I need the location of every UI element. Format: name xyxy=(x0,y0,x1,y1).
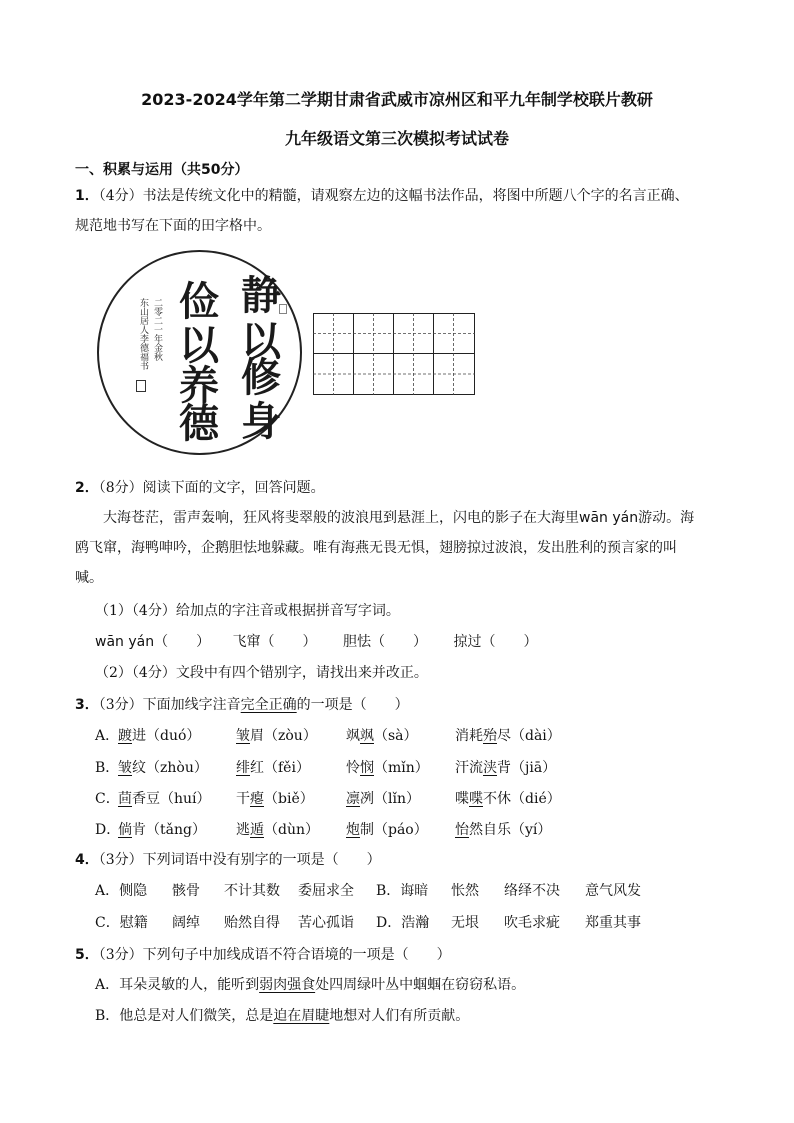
word-part: 怜 xyxy=(346,760,360,776)
passage-pinyin: wān yán xyxy=(579,510,639,526)
option-label[interactable]: A． xyxy=(95,728,120,744)
question-text: 阅读下面的文字，回答问题。 xyxy=(142,480,325,496)
calligraphy-char: 俭 xyxy=(179,278,219,325)
question-number: 2． xyxy=(75,480,99,496)
question-4-line xyxy=(75,850,381,870)
question-number: 3． xyxy=(75,697,99,713)
question-number: 1． xyxy=(75,188,99,204)
option-word: 怅然 xyxy=(451,883,479,899)
calligraphy-image xyxy=(97,250,302,455)
option-word: 不计其数 xyxy=(224,883,280,899)
question-text: 书法是传统文化中的精髓，请观察左边的这幅书法作品，将图中所题八个字的名言正确、 xyxy=(142,188,689,204)
word-underlined-char: 炮 xyxy=(346,822,360,838)
word-part: 红（fěi） xyxy=(250,760,310,776)
word-part: 干 xyxy=(236,791,250,807)
question-2-line xyxy=(75,478,325,498)
question-text: 的一项是（ ） xyxy=(296,697,409,713)
option-word xyxy=(118,789,211,809)
word-part: 尽（dài） xyxy=(497,728,561,744)
word-underlined-char: 瘪 xyxy=(250,791,264,807)
exam-title-line2: 九年级语文第三次模拟考试试卷 xyxy=(284,129,509,148)
word-part: 冽（lǐn） xyxy=(360,791,420,807)
word-underlined-char: 茴 xyxy=(118,791,132,807)
word-part: 消耗 xyxy=(455,728,483,744)
word-part: 飒 xyxy=(346,728,360,744)
section-heading: 一、积累与运用（共50分） xyxy=(75,162,249,178)
word-underlined-char: 殆 xyxy=(483,728,497,744)
option-word: 骸骨 xyxy=(172,883,200,899)
option-label-word[interactable]: C．慰籍 xyxy=(95,915,148,931)
word-underlined-char: 悯 xyxy=(360,760,374,776)
word-part: 背（jiā） xyxy=(497,760,557,776)
option-word: 无垠 xyxy=(451,915,479,931)
question-5-line xyxy=(75,945,451,965)
option-word: 贻然自得 xyxy=(224,915,280,931)
calligraphy-char: 静 xyxy=(241,272,281,319)
option-underlined: 迫在眉睫 xyxy=(273,1008,330,1024)
question-number: 4． xyxy=(75,852,99,868)
word-part: （mǐn） xyxy=(374,760,429,776)
word-part: （biě） xyxy=(264,791,314,807)
question-text: 下列词语中没有别字的一项是（ ） xyxy=(142,852,381,868)
option-word: 委屈求全 xyxy=(298,883,354,899)
option-label-word[interactable]: D．浩瀚 xyxy=(376,915,430,931)
word-part: 进（duó） xyxy=(132,728,201,744)
option-label-word[interactable]: B．诲暗 xyxy=(376,883,429,899)
option-word xyxy=(346,789,420,809)
calligraphy-char: 修 xyxy=(241,354,281,401)
question-text: 下面加线字注音 xyxy=(142,697,241,713)
word-part: 逃 xyxy=(236,822,250,838)
word-part: 肯（tǎng） xyxy=(132,822,206,838)
word-underlined-char: 倘 xyxy=(118,822,132,838)
sub-question-1: （1）（4分）给加点的字注音或根据拼音写字词。 xyxy=(95,603,400,619)
option-word xyxy=(118,820,206,840)
option-word xyxy=(346,820,428,840)
option-word xyxy=(236,758,310,778)
option-label[interactable]: C． xyxy=(95,791,120,807)
word-part: 然自乐（yí） xyxy=(469,822,552,838)
option-word xyxy=(455,758,556,778)
option-word xyxy=(236,820,319,840)
option-text: B．他总是对人们微笑，总是 xyxy=(95,1008,274,1024)
option-text: 处四周绿叶丛中蝈蝈在窃窃私语。 xyxy=(315,977,526,993)
option-word: 吹毛求疵 xyxy=(504,915,560,931)
question-score: （3分） xyxy=(98,697,143,713)
word-part: 汗流 xyxy=(455,760,483,776)
option-word: 络绎不决 xyxy=(504,883,560,899)
word-part: （dùn） xyxy=(264,822,319,838)
word-underlined-char: 喋 xyxy=(469,791,483,807)
word-part: 香豆（huí） xyxy=(132,791,211,807)
option-label-word[interactable]: A．侧隐 xyxy=(95,883,148,899)
calligraphy-inscription: 二零二一年金秋 xyxy=(152,298,162,361)
option-label[interactable]: B． xyxy=(95,760,120,776)
answer-blank[interactable]: （ ） xyxy=(154,634,211,650)
answer-blank[interactable]: 掠过（ ） xyxy=(453,634,538,650)
word-part: 纹（zhòu） xyxy=(132,760,208,776)
calligraphy-char: 以 xyxy=(179,322,219,369)
option-word xyxy=(455,820,551,840)
passage-text: 游动。海 xyxy=(638,510,695,526)
answer-blank[interactable]: 飞窜（ ） xyxy=(232,634,317,650)
question-1-line2: 规范地书写在下面的田字格中。 xyxy=(75,218,271,234)
calligraphy-char: 身 xyxy=(241,398,281,445)
passage-line1 xyxy=(103,508,694,528)
passage-line3: 喊。 xyxy=(75,570,103,586)
question-score: （3分） xyxy=(98,947,143,963)
fill-blank-row xyxy=(95,632,537,652)
tianzige-writing-grid[interactable] xyxy=(313,313,475,395)
option-word: 郑重其事 xyxy=(585,915,641,931)
word-underlined-char: 遁 xyxy=(250,822,264,838)
word-part: 喋 xyxy=(455,791,469,807)
sub-question-2: （2）（4分）文段中有四个错别字，请找出来并改正。 xyxy=(95,665,428,681)
question-score: （4分） xyxy=(98,188,143,204)
question-score: （8分） xyxy=(98,480,143,496)
option-word xyxy=(346,758,429,778)
calligraphy-char: 德 xyxy=(179,400,219,447)
question-text-underlined: 完全正确 xyxy=(240,697,297,713)
word-part: 制（páo） xyxy=(360,822,428,838)
option-underlined: 弱肉强食 xyxy=(259,977,316,993)
option-word xyxy=(455,789,561,809)
question-1-line1 xyxy=(75,186,689,206)
fill-pinyin: wān yán xyxy=(95,634,155,650)
option-b[interactable] xyxy=(95,1006,469,1026)
word-underlined-char: 凛 xyxy=(346,791,360,807)
corner-stamp-icon xyxy=(279,304,287,314)
option-word xyxy=(455,726,561,746)
word-underlined-char: 皱 xyxy=(236,728,250,744)
calligraphy-char: 以 xyxy=(241,318,281,365)
calligraphy-inscription: 东山居人李德福书 xyxy=(138,298,148,370)
calligraphy-char: 养 xyxy=(179,362,219,409)
word-underlined-char: 踱 xyxy=(118,728,132,744)
option-text: 地想对人们有所贡献。 xyxy=(329,1008,470,1024)
option-text: A．耳朵灵敏的人，能听到 xyxy=(95,977,260,993)
question-3-line xyxy=(75,695,409,715)
option-label[interactable]: D． xyxy=(95,822,121,838)
passage-line2: 鸥飞窜，海鸭呻吟，企鹅胆怯地躲藏。唯有海燕无畏无惧，翅膀掠过波浪，发出胜利的预言家的叫 xyxy=(75,540,677,556)
option-a[interactable] xyxy=(95,975,525,995)
option-word xyxy=(118,758,208,778)
word-part: 眉（zòu） xyxy=(250,728,317,744)
question-text: 下列句子中加线成语不符合语境的一项是（ ） xyxy=(142,947,451,963)
word-underlined-char: 怡 xyxy=(455,822,469,838)
question-score: （3分） xyxy=(98,852,143,868)
word-part: 不休（dié） xyxy=(483,791,561,807)
answer-blank[interactable]: 胆怯（ ） xyxy=(343,634,427,650)
word-part: （sà） xyxy=(374,728,418,744)
option-word xyxy=(236,789,314,809)
option-word: 苦心孤诣 xyxy=(298,915,354,931)
option-word: 意气风发 xyxy=(585,883,641,899)
exam-title-line1: 2023-2024学年第二学期甘肃省武威市凉州区和平九年制学校联片教研 xyxy=(141,90,653,109)
question-number: 5． xyxy=(75,947,99,963)
seal-stamp-icon xyxy=(136,380,146,392)
word-underlined-char: 绯 xyxy=(236,760,250,776)
option-word xyxy=(236,726,317,746)
option-word xyxy=(346,726,418,746)
word-underlined-char: 飒 xyxy=(360,728,374,744)
word-underlined-char: 浃 xyxy=(483,760,497,776)
passage-text: 大海苍茫，雷声轰响，狂风将斐翠般的波浪甩到悬涯上，闪电的影子在大海里 xyxy=(103,510,579,526)
word-underlined-char: 皱 xyxy=(118,760,132,776)
option-word xyxy=(118,726,200,746)
option-word: 阔绰 xyxy=(172,915,200,931)
